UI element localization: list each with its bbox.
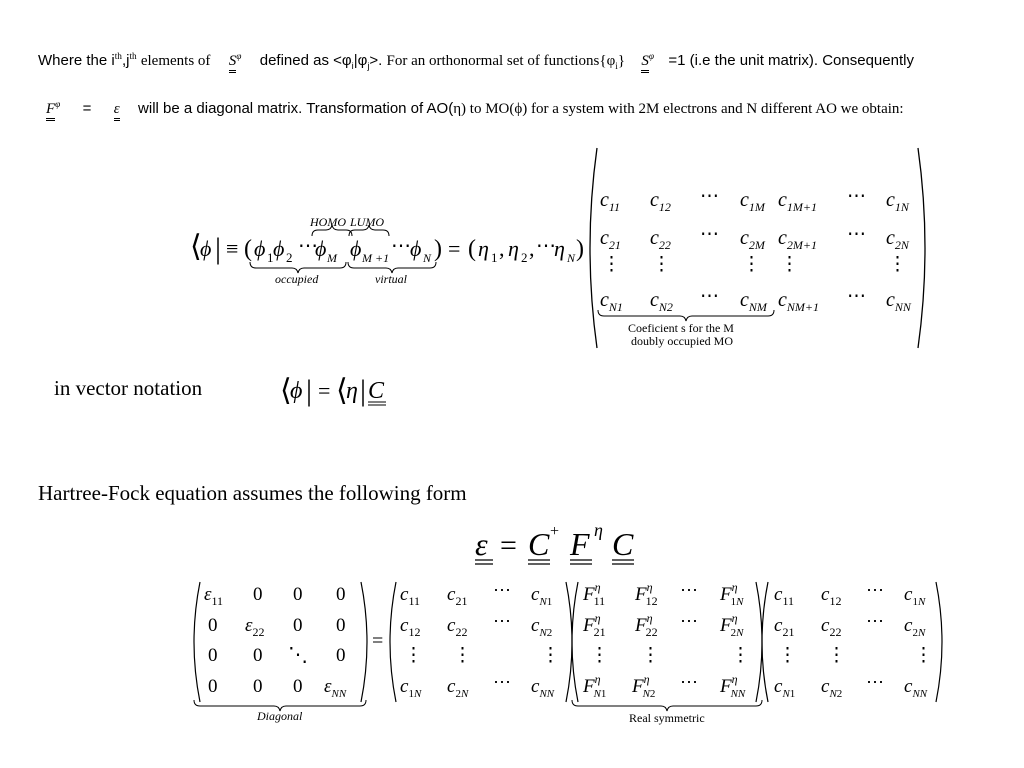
sub-i: i <box>351 61 354 71</box>
close-angle: >. <box>369 52 383 69</box>
eps-r3c1: 0 <box>208 645 218 666</box>
coef-cell-r2-c6: ⋯ <box>847 224 866 245</box>
coef-cell-r4-c7: $c_{NN}$ <box>886 289 911 314</box>
real-symmetric-underbrace <box>572 700 762 711</box>
f-cdots-r1: ⋯ <box>680 580 698 600</box>
coef-cell-r4-c5: $c_{NM+1}$ <box>778 289 819 314</box>
ct-11: $c_{11}$ <box>400 584 420 608</box>
coef-cell-r1-c7: $c_{1N}$ <box>886 189 909 214</box>
ct-matrix-lparen <box>390 582 396 702</box>
sub-N: N <box>423 251 432 265</box>
coef-cell-r3-c5: ⋮ <box>780 254 799 275</box>
to-mo-text: ) to MO( <box>461 101 515 117</box>
sup-th-1: th <box>114 52 122 62</box>
f-cdots-r4: ⋯ <box>680 672 698 692</box>
left-angle-bracket: ⟨ <box>190 230 202 263</box>
coef-cell-r4-c4: $c_{NM}$ <box>740 289 767 314</box>
vn-eta: η <box>346 378 358 404</box>
eta-1: η <box>478 236 489 261</box>
coef-cell-r2-c5: $c_{2M+1}$ <box>778 227 817 252</box>
vector-notation-label: in vector notation <box>54 376 203 400</box>
coef-cell-r3-c7: ⋮ <box>888 254 907 275</box>
coefficients-note-1: Coeficient s for the M <box>628 321 734 335</box>
ct-N1: $c_N1$ <box>531 584 553 608</box>
eps-r3c4: 0 <box>336 645 346 666</box>
f-2N: $F^\eta$ 2N <box>720 611 744 639</box>
coef-cell-r4-c1: $c_{N1}$ <box>600 289 623 314</box>
hartree-fock-heading: Hartree-Fock equation assumes the following form <box>38 481 467 505</box>
c-NN: $c_{NN}$ <box>904 676 928 700</box>
matrix-F-symbol: F <box>46 102 55 121</box>
open-paren-1: ( <box>244 236 252 262</box>
eta-sub-1: 1 <box>491 250 498 265</box>
epsilon-matrix <box>204 584 347 700</box>
cdots-2: ⋯ <box>391 235 411 257</box>
ct-cdots-r4: ⋯ <box>493 672 511 692</box>
close-paren-2: ) <box>576 236 584 262</box>
ct-cdots-r1: ⋯ <box>493 580 511 600</box>
ct-matrix-rparen <box>566 582 572 702</box>
bar-phi: |φ <box>353 52 368 69</box>
eps-ddots: ⋱ <box>288 644 308 666</box>
sup-th-2: th <box>129 52 137 62</box>
eps-r3c2: 0 <box>253 645 263 666</box>
diagonal-label: Diagonal <box>257 709 303 723</box>
cdots-3: ⋯ <box>536 235 556 257</box>
c-transpose-matrix <box>400 580 560 700</box>
c-11: $c_{11}$ <box>774 584 794 608</box>
coef-cell-r2-c1: $c_{21}$ <box>600 227 621 252</box>
ct-vdots-c4: ⋮ <box>541 645 560 666</box>
hf-C: C <box>612 526 634 562</box>
c-2N: $c_2N$ <box>904 615 926 639</box>
vn-phi: ϕ <box>290 378 303 404</box>
f-vdots-c4: ⋮ <box>731 645 750 666</box>
f-matrix-lparen <box>572 582 578 702</box>
eps-22: $\varepsilon_{22}$ <box>245 615 265 639</box>
matrix-S-symbol-2: S <box>641 54 649 73</box>
c-22: $c_{22}$ <box>821 615 842 639</box>
homo-label: HOMO <box>310 215 346 229</box>
ct-21: $c_{21}$ <box>447 584 468 608</box>
hf-eta-sup: η <box>594 520 603 540</box>
coef-cell-r3-c2: ⋮ <box>652 254 671 275</box>
coef-cell-r1-c5: $c_{1M+1}$ <box>778 189 817 214</box>
eps-matrix-lparen <box>194 582 200 702</box>
phi-lhs: ϕ <box>200 236 212 261</box>
coef-cell-r4-c6: ⋯ <box>847 286 866 307</box>
phi-N: ϕ <box>410 236 422 261</box>
c-vdots-c2: ⋮ <box>827 645 846 666</box>
virtual-label: virtual <box>375 272 407 286</box>
hf-equals: = <box>500 529 517 562</box>
eps-r2c1: 0 <box>208 615 218 636</box>
matrix-epsilon-symbol: ε <box>114 102 120 121</box>
phi-M: ϕ <box>315 236 327 261</box>
intro-orthonormal-text: For an orthonormal set of functions{φ <box>386 53 616 69</box>
comma-1: , <box>499 236 505 261</box>
phi-superscript-2: φ <box>648 52 655 62</box>
sub-M: M <box>327 251 337 265</box>
f-matrix-rparen <box>756 582 762 702</box>
eps-r4c2: 0 <box>253 676 263 697</box>
eta-symbol: η <box>453 101 462 117</box>
eta-sub-N: N <box>567 251 576 265</box>
coef-cell-r1-c4: $c_{1M}$ <box>740 189 765 214</box>
f-11: $F^\eta$ 11 <box>583 580 606 608</box>
equals-sign-eq1: = <box>448 236 461 261</box>
c-matrix-lparen <box>762 582 768 702</box>
intro-diag-text: will be a diagonal matrix. Transformation of AO( <box>138 100 454 117</box>
coef-cell-r4-c2: $c_{N2}$ <box>650 289 673 314</box>
c-matrix <box>774 580 933 700</box>
hf-plus-sup: + <box>550 523 560 540</box>
c-cdots-r2: ⋯ <box>866 611 884 631</box>
c-1N: $c_1N$ <box>904 584 926 608</box>
ct-NN: $c_{NN}$ <box>531 676 555 700</box>
ct-12: $c_{12}$ <box>400 615 421 639</box>
vn-left-angle: ⟨ <box>280 374 292 407</box>
phi-M-plus-1: ϕ <box>350 236 362 261</box>
eps-matrix-rparen <box>361 582 367 702</box>
intro-where-text: Where the i <box>38 52 115 69</box>
intro-defined-as: defined as <φ <box>259 52 352 69</box>
bar-bracket: | <box>215 232 222 265</box>
phi-superscript-3: φ <box>55 100 61 110</box>
close-paren-1: ) <box>434 236 442 262</box>
coef-cell-r2-c2: $c_{22}$ <box>650 227 671 252</box>
sub-1: 1 <box>267 250 274 265</box>
coef-cell-r3-c1: ⋮ <box>602 254 621 275</box>
hf-matrix-equals: = <box>372 630 384 652</box>
eps-NN: $\varepsilon_{NN}$ <box>324 676 347 700</box>
vn-bar: | <box>306 374 313 407</box>
eps-r2c4: 0 <box>336 615 346 636</box>
f-vdots-c2: ⋮ <box>641 645 660 666</box>
intro-rest-text: ) for a system with 2M electrons and N different AO we obtain: <box>522 101 904 117</box>
f-22: $F^\eta$ 22 <box>635 611 658 639</box>
c-12: $c_{12}$ <box>821 584 842 608</box>
intro-elements-of: elements of <box>140 53 211 69</box>
f-NN: $F^\eta$ NN <box>720 672 746 700</box>
equiv-sign: ≡ <box>226 236 239 261</box>
eps-r1c3: 0 <box>293 584 303 605</box>
coef-cell-r2-c3: ⋯ <box>700 224 719 245</box>
sub-j: j <box>367 61 370 71</box>
coef-cell-r1-c3: ⋯ <box>700 186 719 207</box>
matrix-S-symbol: S <box>229 54 237 73</box>
ct-22: $c_{22}$ <box>447 615 468 639</box>
eps-r2c3: 0 <box>293 615 303 636</box>
c-vdots-c1: ⋮ <box>778 645 797 666</box>
sub-M-plus-1: M +1 <box>362 251 390 265</box>
cdots-1: ⋯ <box>298 235 318 257</box>
open-paren-2: ( <box>468 236 476 262</box>
coefficients-note-2: doubly occupied MO <box>631 334 733 348</box>
coef-cell-r4-c3: ⋯ <box>700 286 719 307</box>
phi-2: ϕ <box>273 236 285 261</box>
eta-sub-2: 2 <box>521 250 528 265</box>
intro-comma-j: ,j <box>121 52 130 69</box>
c-21: $c_{21}$ <box>774 615 795 639</box>
vn-C: C <box>368 378 385 404</box>
comma-2: , <box>529 236 535 261</box>
c-N1: $c_N1$ <box>774 676 796 700</box>
vn-left-angle-2: ⟨ <box>336 374 348 407</box>
c-cdots-r4: ⋯ <box>866 672 884 692</box>
f-vdots-c1: ⋮ <box>590 645 609 666</box>
coef-cell-r3-c4: ⋮ <box>742 254 761 275</box>
ct-1N: $c_1N$ <box>400 676 422 700</box>
equals-sign: = <box>82 100 92 117</box>
sub-2: 2 <box>286 250 293 265</box>
c-N2: $c_N2$ <box>821 676 843 700</box>
phi-symbol: ϕ <box>514 101 523 117</box>
ct-cdots-r2: ⋯ <box>493 611 511 631</box>
coef-cell-r2-c4: $c_{2M}$ <box>740 227 765 252</box>
f-eta-matrix <box>582 580 750 700</box>
c-matrix-rparen <box>936 582 942 702</box>
ct-N2: $c_N2$ <box>531 615 553 639</box>
ct-2N: $c_2N$ <box>447 676 469 700</box>
c-cdots-r1: ⋯ <box>866 580 884 600</box>
eps-11: $\varepsilon_{11}$ <box>204 584 224 608</box>
eps-r4c3: 0 <box>293 676 303 697</box>
f-12: $F^\eta$ 12 <box>635 580 658 608</box>
vn-bar-2: | <box>360 374 367 407</box>
c-vdots-c4: ⋮ <box>914 645 933 666</box>
hf-F: F <box>570 526 590 562</box>
vn-equals: = <box>318 378 331 403</box>
eps-r1c4: 0 <box>336 584 346 605</box>
eta-N: η <box>554 236 565 261</box>
occupied-label: occupied <box>275 272 319 286</box>
ct-vdots-c2: ⋮ <box>453 645 472 666</box>
f-N1: $F^\eta$ N1 <box>583 672 607 700</box>
intro-equals-unit: =1 (i.e the unit matrix). Consequently <box>668 52 914 69</box>
real-symmetric-label: Real symmetric <box>629 711 705 725</box>
hf-C-plus: C <box>528 526 550 562</box>
phi-superscript: φ <box>236 52 242 62</box>
coef-cell-r1-c6: ⋯ <box>847 186 866 207</box>
eta-2: η <box>508 236 519 261</box>
f-1N: $F^\eta$ 1N <box>720 580 744 608</box>
coef-cell-r2-c7: $c_{2N}$ <box>886 227 909 252</box>
f-N2: $F^\eta$ N2 <box>632 672 656 700</box>
f-cdots-r2: ⋯ <box>680 611 698 631</box>
coef-cell-r1-c2: $c_{12}$ <box>650 189 671 214</box>
sub-i-2: i <box>615 62 618 72</box>
lumo-label: LUMO <box>350 215 385 229</box>
f-21: $F^\eta$ 21 <box>583 611 606 639</box>
ct-vdots-c1: ⋮ <box>404 645 423 666</box>
close-brace: } <box>617 53 626 69</box>
eps-r4c1: 0 <box>208 676 218 697</box>
hf-epsilon: ε <box>475 526 488 562</box>
coef-cell-r1-c1: $c_{11}$ <box>600 189 620 214</box>
phi-1: ϕ <box>254 236 266 261</box>
eps-r1c2: 0 <box>253 584 263 605</box>
